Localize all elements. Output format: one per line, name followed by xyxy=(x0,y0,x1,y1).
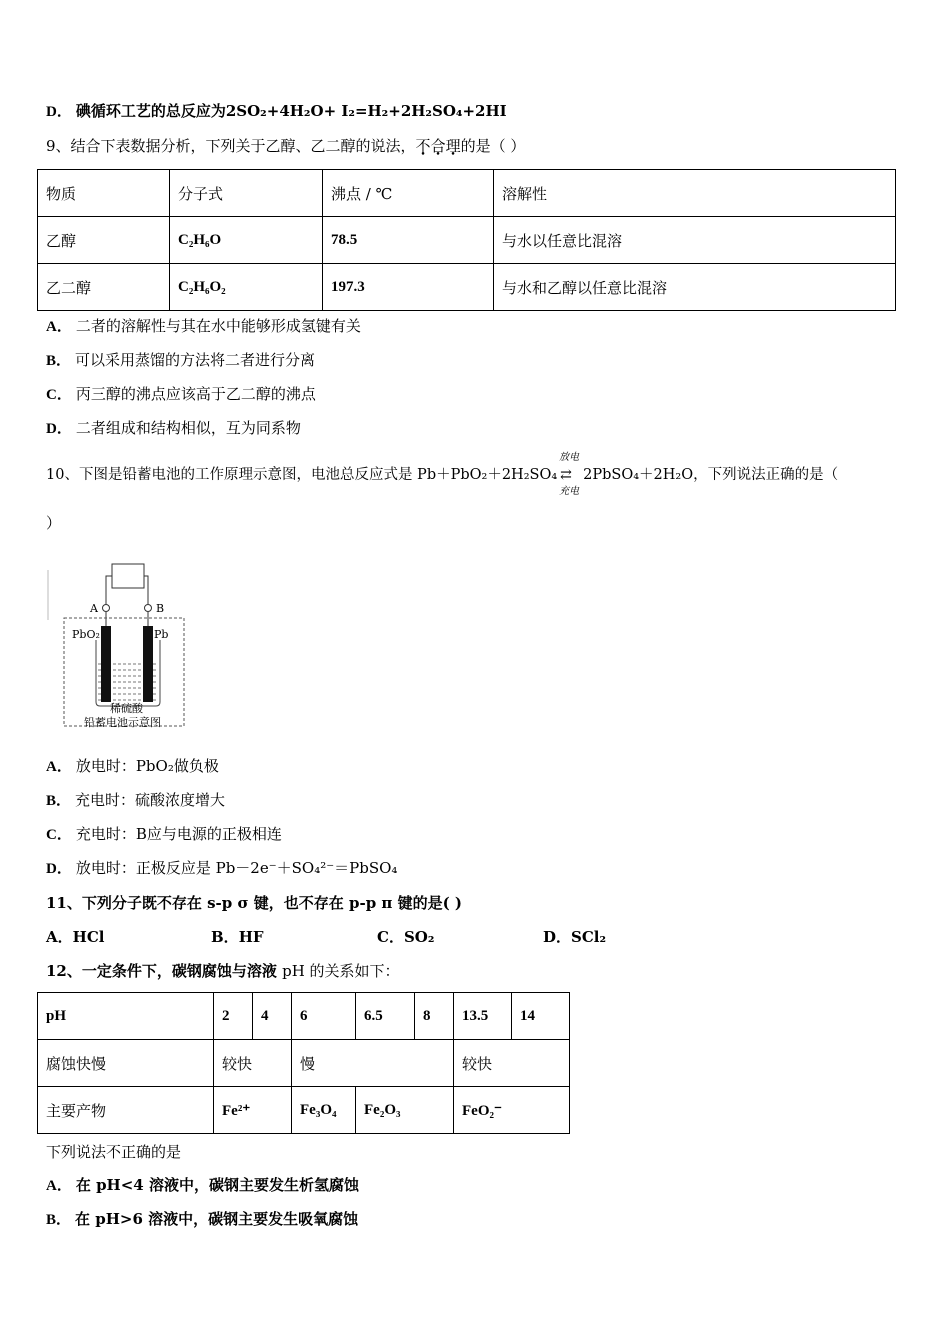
q11-stem: 11、下列分子既不存在 s-p σ 键，也不存在 p-p π 键的是( ) xyxy=(46,894,463,912)
q10-stem-close: ） xyxy=(46,514,62,532)
option-text: SO₂ xyxy=(403,928,435,946)
option-label: B． xyxy=(46,1212,72,1228)
option-label: A． xyxy=(46,759,72,775)
table-cell: 主要产物 xyxy=(38,1087,214,1134)
option-text: 二者组成和结构相似，互为同系物 xyxy=(75,419,301,437)
wire-left xyxy=(106,576,112,604)
pb-electrode xyxy=(143,626,153,702)
option-text: 可以采用蒸馏的方法将二者进行分离 xyxy=(75,351,316,369)
option-label: B． xyxy=(46,353,72,369)
option-text: 放电时：PbO₂做负极 xyxy=(75,757,219,775)
table-row xyxy=(38,993,570,1040)
table-cell: 乙醇 xyxy=(38,217,170,264)
q11-option-d xyxy=(543,927,606,947)
q9-table xyxy=(37,169,896,311)
q10-option-a xyxy=(46,756,219,777)
q12-after: 下列说法不正确的是 xyxy=(46,1143,182,1161)
table-cell: Fe₂O₃ xyxy=(356,1087,454,1134)
q9-stem-suffix: 的是（ ） xyxy=(460,137,526,155)
table-row xyxy=(38,1087,570,1134)
q11-option-b xyxy=(211,927,264,947)
q12-stem-b: pH 的关系如下： xyxy=(282,962,400,980)
option-text: HCl xyxy=(72,928,105,946)
q9-emph-char: 不 xyxy=(415,137,431,155)
table-cell: 14 xyxy=(512,993,570,1040)
reversible-arrow xyxy=(557,452,583,497)
electrolyte-label: 稀硫酸 xyxy=(110,702,143,715)
label-b: B xyxy=(156,602,165,615)
table-cell: 6 xyxy=(292,993,356,1040)
equilibrium-arrow-icon: ⇄ xyxy=(560,467,572,483)
option-text: SCl₂ xyxy=(571,928,607,946)
option-text: 充电时：B应与电源的正极相连 xyxy=(75,825,282,843)
label-a: A xyxy=(90,602,98,615)
table-cell: 较快 xyxy=(454,1040,570,1087)
option-label: A． xyxy=(46,928,73,946)
arrow-bottom-label: 充电 xyxy=(559,486,580,497)
option-text: 二者的溶解性与其在水中能够形成氢键有关 xyxy=(75,317,361,335)
option-label: D． xyxy=(46,104,72,120)
table-cell: Fe₃O₄ xyxy=(292,1087,356,1134)
option-label: D． xyxy=(46,421,72,437)
q10-stem-part2: 2PbSO₄＋2H₂O，下列说法正确的是（ xyxy=(583,467,839,483)
option-label: B． xyxy=(211,928,239,946)
table-row xyxy=(38,264,896,311)
q9-stem xyxy=(46,136,525,156)
q10-stem xyxy=(46,452,839,497)
diagram-caption: 铅蓄电池示意图 xyxy=(84,716,161,729)
table-cell: 197.3 xyxy=(323,264,494,311)
q9-option-c xyxy=(46,384,316,405)
option-label: C． xyxy=(377,928,404,946)
option-label: D． xyxy=(46,861,72,877)
q11-option-a xyxy=(46,927,104,947)
table-cell: 腐蚀快慢 xyxy=(38,1040,214,1087)
table-cell: C₂H₆O xyxy=(170,217,323,264)
pbo2-electrode xyxy=(101,626,111,702)
table-header: 物质 xyxy=(38,170,170,217)
option-text: HF xyxy=(238,928,264,946)
q10-option-b xyxy=(46,790,225,811)
q10-stem-part1: 10、下图是铅蓄电池的工作原理示意图，电池总反应式是 Pb＋PbO₂＋2H₂SO₄ xyxy=(46,467,558,483)
arrow-top-label: 放电 xyxy=(559,452,580,463)
table-cell: 与水以任意比混溶 xyxy=(494,217,896,264)
option-text: 在 pH<4 溶液中，碳钢主要发生析氢腐蚀 xyxy=(75,1176,359,1194)
option-label: C． xyxy=(46,827,72,843)
q9-stem-prefix: 9、结合下表数据分析，下列关于乙醇、乙二醇的说法， xyxy=(46,137,416,155)
q12-table xyxy=(37,992,570,1134)
q9-emph-char: 理 xyxy=(445,137,461,155)
table-cell: 乙二醇 xyxy=(38,264,170,311)
option-text: 放电时：正极反应是 Pb－2e⁻＋SO₄²⁻＝PbSO₄ xyxy=(75,859,398,877)
option-text: 丙三醇的沸点应该高于乙二醇的沸点 xyxy=(75,385,316,403)
table-row xyxy=(38,1040,570,1087)
q9-option-a xyxy=(46,316,361,337)
terminal-a-icon xyxy=(103,605,110,612)
electrode-right-label: Pb xyxy=(154,628,169,641)
table-header: 沸点 / ℃ xyxy=(323,170,494,217)
table-cell: 2 xyxy=(214,993,253,1040)
lead-acid-battery-diagram xyxy=(44,560,194,732)
q8-option-d xyxy=(46,101,507,122)
q12-stem-a: 12、一定条件下，碳钢腐蚀与溶液 xyxy=(46,962,283,980)
table-cell: FeO₂⁻ xyxy=(454,1087,570,1134)
option-label: A． xyxy=(46,1178,72,1194)
option-label: A． xyxy=(46,319,72,335)
q9-option-b xyxy=(46,350,315,371)
table-cell: 较快 xyxy=(214,1040,292,1087)
q9-emph-char: 合 xyxy=(430,137,446,155)
table-cell: 与水和乙醇以任意比混溶 xyxy=(494,264,896,311)
table-header: 溶解性 xyxy=(494,170,896,217)
terminal-b-icon xyxy=(145,605,152,612)
table-cell: 13.5 xyxy=(454,993,512,1040)
table-cell: 慢 xyxy=(292,1040,454,1087)
q10-option-d xyxy=(46,858,397,879)
option-text: 在 pH>6 溶液中，碳钢主要发生吸氧腐蚀 xyxy=(75,1210,359,1228)
option-label: B． xyxy=(46,793,72,809)
q11-option-c xyxy=(377,927,434,947)
table-header-row xyxy=(38,170,896,217)
option-text: 充电时：硫酸浓度增大 xyxy=(75,791,226,809)
option-label: C． xyxy=(46,387,72,403)
q12-stem xyxy=(46,961,400,981)
table-cell: 4 xyxy=(253,993,292,1040)
q9-option-d xyxy=(46,418,301,439)
q12-option-a xyxy=(46,1175,359,1196)
q12-option-b xyxy=(46,1209,358,1230)
table-row xyxy=(38,217,896,264)
q10-option-c xyxy=(46,824,282,845)
load-box xyxy=(112,564,144,588)
option-label: D． xyxy=(543,928,572,946)
table-cell: 78.5 xyxy=(323,217,494,264)
table-cell: 6.5 xyxy=(356,993,415,1040)
wire-right xyxy=(144,576,148,604)
option-text: 碘循环工艺的总反应为2SO₂+4H₂O+ I₂=H₂+2H₂SO₄+2HI xyxy=(75,102,507,120)
table-cell: Fe²⁺ xyxy=(214,1087,292,1134)
table-cell: C₂H₆O₂ xyxy=(170,264,323,311)
electrode-left-label: PbO₂ xyxy=(72,628,100,641)
table-cell: 8 xyxy=(415,993,454,1040)
table-header: 分子式 xyxy=(170,170,323,217)
table-cell: pH xyxy=(38,993,214,1040)
